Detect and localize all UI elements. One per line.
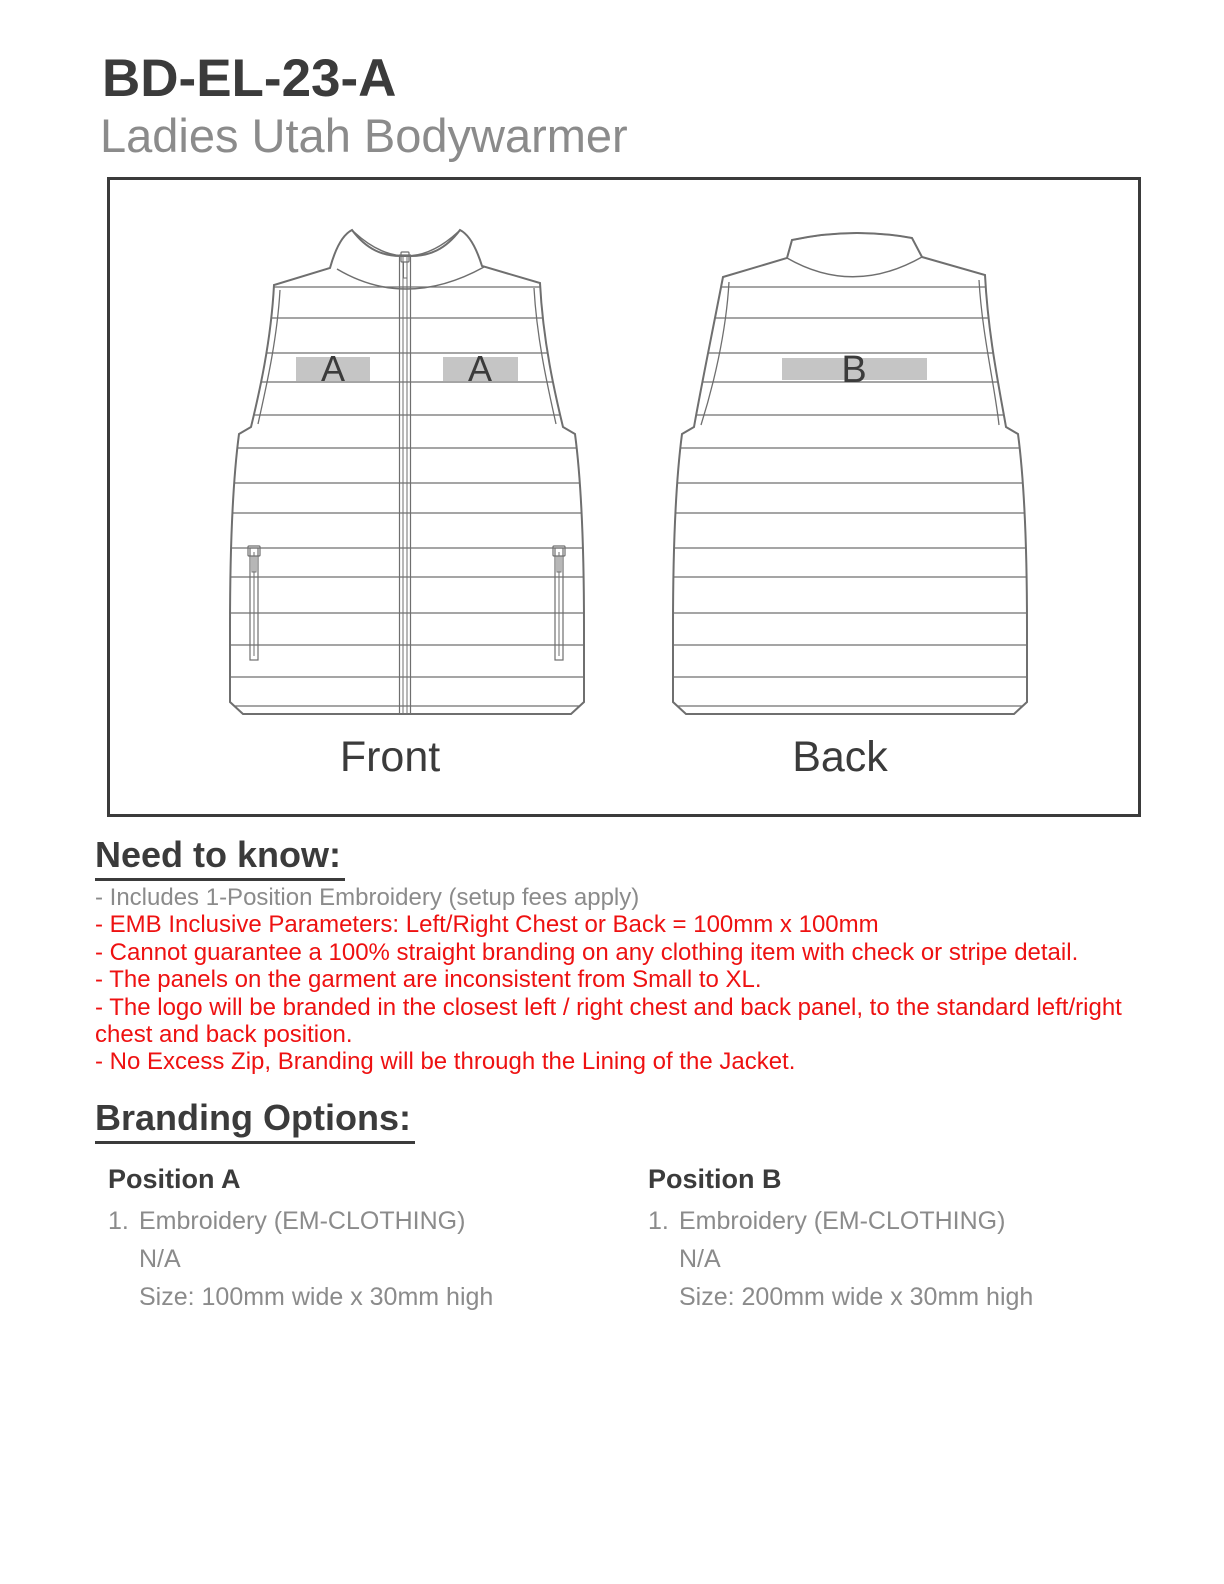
position-b-item — [648, 1202, 1158, 1316]
page-title: BD-EL-23-A — [102, 49, 397, 108]
garment-diagram-box — [107, 177, 1141, 817]
zipper-slider-icon — [404, 262, 408, 278]
position-a-item-number: 1. — [108, 1207, 129, 1235]
back-body-outline — [673, 233, 1027, 714]
position-a-title: Position A — [108, 1164, 241, 1194]
position-a-block — [108, 1164, 618, 1316]
note-line: - The logo will be branded in the closest left / right chest and back panel, to the standard left/right chest and back position. — [95, 993, 1122, 1049]
page-subtitle: Ladies Utah Bodywarmer — [100, 109, 628, 162]
note-line: - No Excess Zip, Branding will be through the Lining of the Jacket. — [95, 1048, 796, 1076]
note-line: - EMB Inclusive Parameters: Left/Right Chest or Back = 100mm x 100mm — [95, 911, 879, 939]
position-b-size: Size: 200mm wide x 30mm high — [679, 1283, 1034, 1311]
position-a-item — [108, 1202, 618, 1316]
need-to-know-heading: Need to know: — [95, 834, 345, 881]
front-pocket-zip-left — [248, 546, 260, 660]
need-to-know-notes — [95, 884, 1143, 1076]
position-b-item-number: 1. — [648, 1207, 669, 1235]
note-line: - The panels on the garment are inconsistent from Small to XL. — [95, 966, 762, 994]
marker-letter-b: B — [841, 349, 867, 391]
back-view-label: Back — [792, 733, 888, 781]
position-a-note: N/A — [139, 1245, 181, 1273]
bodywarmer-back-drawing — [655, 222, 1045, 717]
front-armhole-binding-right — [534, 288, 556, 424]
branding-options-heading: Branding Options: — [95, 1097, 415, 1144]
position-b-block — [648, 1164, 1158, 1316]
front-pocket-zip-right — [553, 546, 565, 660]
position-b-note: N/A — [679, 1245, 721, 1273]
marker-letter-a-right: A — [467, 348, 493, 389]
position-a-size: Size: 100mm wide x 30mm high — [139, 1283, 494, 1311]
position-b-method: Embroidery (EM-CLOTHING) — [679, 1207, 1006, 1235]
note-line: - Includes 1-Position Embroidery (setup fees apply) — [95, 884, 640, 911]
bodywarmer-front-drawing — [213, 222, 593, 717]
front-armhole-binding-left — [258, 290, 280, 424]
back-collar-shape — [787, 233, 922, 258]
position-b-title: Position B — [648, 1164, 782, 1194]
position-a-method: Embroidery (EM-CLOTHING) — [139, 1207, 466, 1235]
note-line: - Cannot guarantee a 100% straight branding on any clothing item with check or stripe detail. — [95, 938, 1079, 966]
front-view-label: Front — [339, 733, 441, 781]
marker-letter-a-left: A — [320, 348, 346, 389]
back-collar-bottom-seam — [787, 257, 922, 277]
